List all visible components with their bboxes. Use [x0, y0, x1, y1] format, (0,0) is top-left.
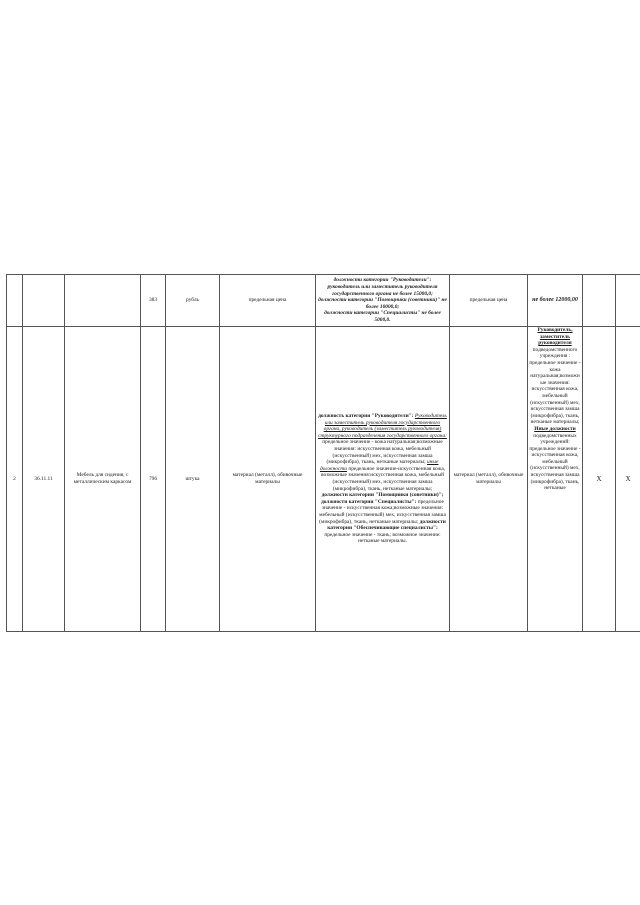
req-value-head: должности категории "Руководители": руководитель или заместитель руководителя государственного органа не более 15000,0;	[327, 277, 438, 297]
cell-approved-characteristic: материал (металл), обивочные материалы	[450, 327, 528, 632]
cell-code: 383	[141, 275, 166, 327]
req-value-tail: должности категории "Специалисты" не более 5000,0.	[324, 310, 441, 323]
cell-approved-characteristic: предельная цена	[450, 275, 528, 327]
approved-heading-other: Иные должности	[534, 425, 576, 432]
requirements-table	[6, 274, 640, 632]
req-positions-other: иные должности	[319, 459, 439, 472]
cell-num	[7, 275, 23, 327]
req-positions-leaders: Руководитель или заместитель руководителя государственного органа, руководитель (заместитель руководителя) структурного подразделения государственного органа:	[318, 413, 447, 439]
req-text-leaders: предельное значение - кожа натуральная;возможные значения: искусственная кожа, мебельный (искусственный) мех, искусственная замша (микрофибра), ткань, нетканые материалы;	[322, 439, 443, 466]
cell-approved-value	[528, 327, 583, 632]
cell-extra-2	[616, 275, 640, 327]
cell-required-value	[316, 275, 450, 327]
cell-code: 796	[141, 327, 166, 632]
cell-name	[65, 275, 141, 327]
cell-okpd: 36.11.11	[23, 327, 65, 632]
cell-name: Мебель для сидения, с металлическим каркасом	[65, 327, 141, 632]
cell-unit: штука	[166, 327, 220, 632]
cell-required-value	[316, 327, 450, 632]
cell-unit: рубль	[166, 275, 220, 327]
cell-approved-value: не более 12000,00	[528, 275, 583, 327]
table-row	[7, 327, 640, 632]
cell-characteristic: предельная цена	[220, 275, 316, 327]
approved-heading-leaders: Руководитель, заместитель руководителя	[537, 327, 573, 347]
req-heading-advisers: должности категории "Помощники (советники)"; должности категории "Специалисты":	[321, 492, 444, 505]
cell-okpd	[23, 275, 65, 327]
req-text-other: предельное значение-искусственная кожа, возможные значения:искусственная кожа, мебельный (искусственный) мех, искусственная замша (микрофибра), ткань, нетканые материалы;	[321, 465, 446, 492]
cell-num: 2	[7, 327, 23, 632]
req-text-advisers: предельное значение - искусственная кожа;возможные значения: мебельный (искусственный) мех, искусственная замша (микрофибра), ткань, нетканые материалы;	[319, 498, 446, 525]
req-heading-support: должности категории "Обеспечивающие специалисты":	[327, 518, 446, 532]
cell-mark-1: Х	[583, 327, 616, 632]
req-value-mid: должности категории "Помощники (советники)" не более 10000,0;	[318, 297, 447, 310]
table-row	[7, 275, 640, 327]
approved-text-other: подведомственных учреждений: предельное значение - искусственная кожа, мебельный (искусственный) мех, искусственная замша (микрофибра), ткань, нетканые	[529, 432, 581, 492]
cell-extra-1	[583, 275, 616, 327]
req-heading-leaders: должность категории "Руководители":	[318, 413, 414, 420]
approved-text-leaders: подведомственного учреждения : предельное значение - кожа натуральная;возможные значения: искусственная кожа, мебельный (искусственный) мех, искусственная замша (микрофибра), ткань, нетканые материалы;	[529, 346, 581, 426]
cell-characteristic: материал (металл), обивочные материалы	[220, 327, 316, 632]
req-text-support: предельное значение - ткань; возможное значение: нетканые материалы.	[324, 531, 441, 545]
cell-mark-2: Х	[616, 327, 640, 632]
